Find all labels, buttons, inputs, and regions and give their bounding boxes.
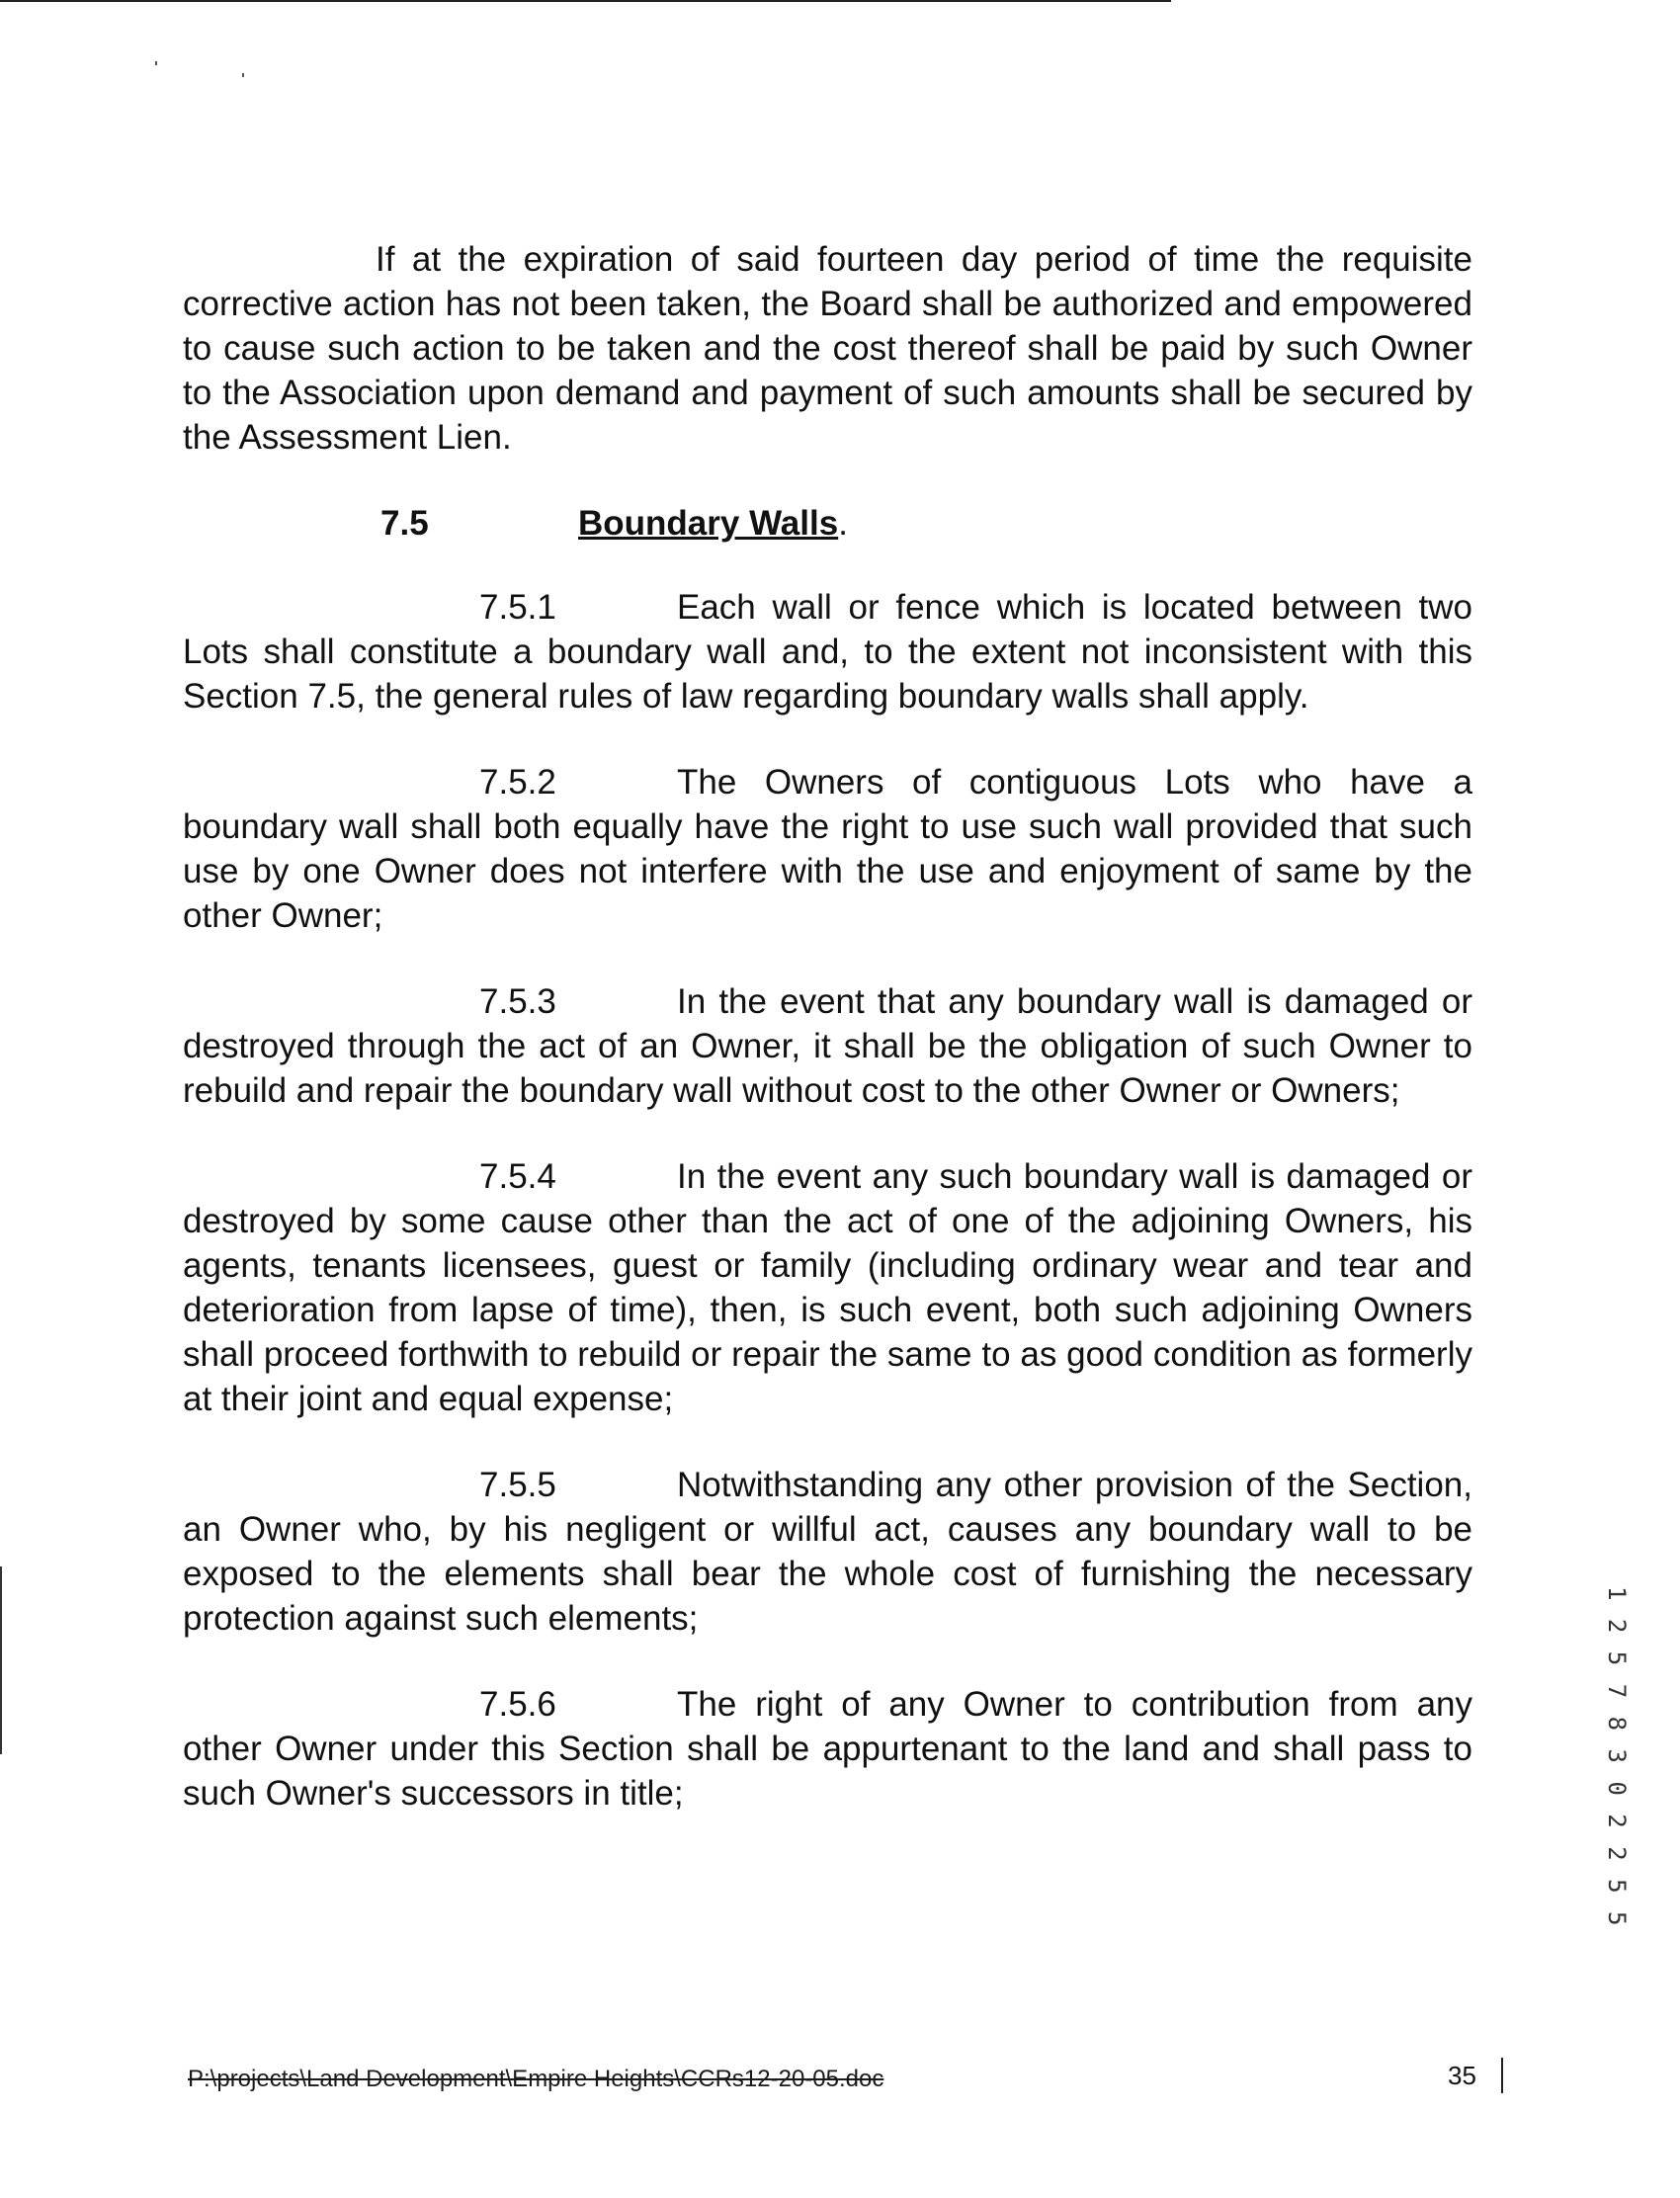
subsection-7-5-4 — [183, 1154, 1472, 1421]
footer-file-path: P:\projects\Land Development\Empire Heights\CCRs12-20-05.doc — [188, 2066, 884, 2092]
subsection-number: 7.5.2 — [479, 763, 556, 802]
subsection-7-5-3 — [183, 979, 1472, 1113]
scan-speck — [242, 73, 244, 77]
subsection-7-5-1 — [183, 585, 1472, 719]
document-body — [183, 237, 1472, 1857]
section-number: 7.5 — [380, 504, 429, 543]
section-title — [578, 501, 848, 546]
section-heading — [183, 501, 1472, 546]
intro-paragraph: If at the expiration of said fourteen day period of time the requisite corrective action has not been taken, the Board shall be authorized and empowered to cause such action to be taken and the cost thereof shall be paid by such Owner to the Association upon demand and payment of such amounts shall be secured by the Assessment Lien. — [183, 240, 1472, 457]
scan-edge-mark — [0, 1566, 2, 1754]
subsection-text: The right of any Owner to contribution from any other Owner under this Section shall be appurtenant to the land and shall pass to such Owner's successors in title; — [183, 1685, 1472, 1813]
side-recording-stamp: 1 2 5 7 8 3 0 2 2 5 5 — [1603, 1586, 1631, 1928]
section-title-suffix: . — [838, 504, 848, 543]
subsection-number: 7.5.5 — [479, 1466, 556, 1504]
subsection-number: 7.5.4 — [479, 1157, 556, 1196]
subsection-text: Notwithstanding any other provision of the Section, an Owner who, by his negligent or willful act, causes any boundary wall to be exposed to the elements shall bear the whole cost of furnishing the necessary protection against such elements; — [183, 1466, 1472, 1638]
subsection-7-5-5 — [183, 1463, 1472, 1641]
subsection-text: Each wall or fence which is located between two Lots shall constitute a boundary wall and, to the extent not inconsistent with this Section 7.5, the general rules of law regarding boundary walls shall apply. — [183, 588, 1472, 716]
page-number: 35 — [1448, 2061, 1476, 2090]
subsection-number: 7.5.6 — [479, 1685, 556, 1724]
subsection-number: 7.5.1 — [479, 588, 556, 627]
page-number-bar — [1501, 2058, 1503, 2093]
subsection-text: In the event that any boundary wall is damaged or destroyed through the act of an Owner, it shall be the obligation of such Owner to rebuild and repair the boundary wall without cost to the other Owner or Owners; — [183, 982, 1472, 1110]
subsection-number: 7.5.3 — [479, 982, 556, 1021]
top-border-line — [0, 0, 1171, 2]
subsection-text: In the event any such boundary wall is damaged or destroyed by some cause other than the act of one of the adjoining Owners, his agents, tenants licensees, guest or family (including ordinary wear and tear and deterioration from lapse of time), then, is such event, both such adjoining Owners shall proceed forthwith to rebuild or repair the same to as good condition as formerly at their joint and equal expense; — [183, 1157, 1472, 1418]
subsection-7-5-2 — [183, 760, 1472, 938]
scan-speck — [155, 61, 157, 65]
section-title-text: Boundary Walls — [578, 504, 839, 543]
subsection-7-5-6 — [183, 1682, 1472, 1816]
subsection-text: The Owners of contiguous Lots who have a boundary wall shall both equally have the right to use such wall provided that such use by one Owner does not interfere with the use and enjoyment of same by the other Owner; — [183, 763, 1472, 935]
